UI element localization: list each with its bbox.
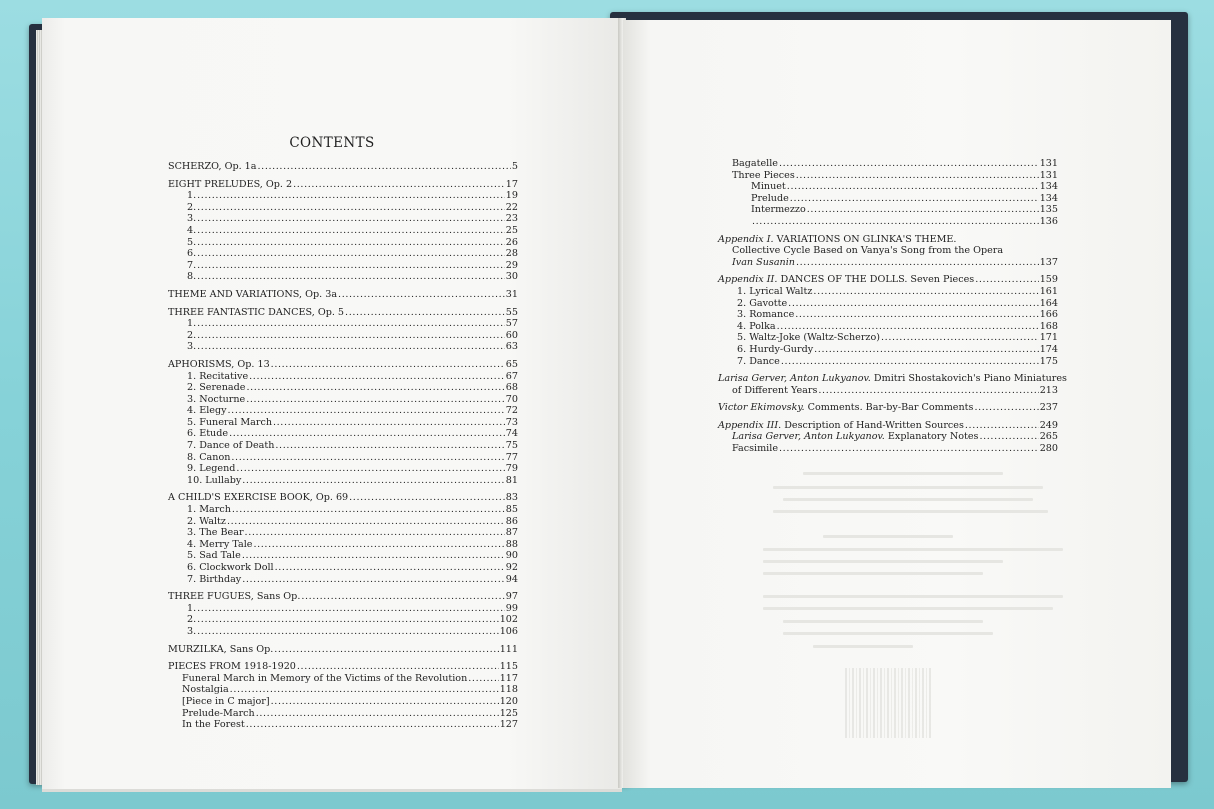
toc-entry bbox=[168, 708, 518, 720]
toc-entry-label: Collective Cycle Based on Vanya's Song from the Opera bbox=[732, 245, 1004, 257]
dot-leader bbox=[781, 356, 1039, 368]
toc-entry bbox=[168, 475, 518, 487]
dot-leader bbox=[197, 603, 505, 615]
dot-leader bbox=[301, 591, 504, 603]
dot-leader bbox=[242, 574, 505, 586]
toc-page-number: 120 bbox=[499, 695, 518, 707]
toc-page-number: 81 bbox=[505, 474, 518, 486]
toc-entry-label: 3. Nocturne bbox=[187, 393, 246, 405]
toc-entry bbox=[168, 574, 518, 586]
toc-entry-label: 9. Legend bbox=[187, 463, 236, 475]
toc-entry-label: Minuet bbox=[751, 181, 786, 193]
toc-page-number: 29 bbox=[505, 259, 518, 271]
dot-leader bbox=[228, 405, 505, 417]
toc-page-number: 106 bbox=[499, 625, 518, 637]
toc-entry-label: 2. Gavotte bbox=[737, 297, 788, 309]
toc-entry bbox=[718, 344, 1058, 356]
toc-entry bbox=[168, 359, 518, 371]
toc-entry-label: 6. bbox=[187, 248, 197, 260]
toc-entry bbox=[168, 527, 518, 539]
toc-entry bbox=[718, 204, 1058, 216]
toc-entry bbox=[168, 440, 518, 452]
toc-page-number: 5 bbox=[511, 161, 518, 172]
toc-entry bbox=[168, 504, 518, 516]
toc-entry-label: THREE FUGUES, Sans Op. bbox=[168, 591, 301, 603]
dot-leader bbox=[965, 420, 1039, 432]
dot-leader bbox=[796, 257, 1039, 269]
toc-entry-label: 6. Hurdy-Gurdy bbox=[737, 343, 814, 355]
toc-entry bbox=[168, 562, 518, 574]
toc-entry-label bbox=[718, 274, 974, 286]
toc-page-number: 72 bbox=[505, 405, 518, 417]
toc-entry bbox=[168, 248, 518, 260]
toc-entry-label: SCHERZO, Op. 1a bbox=[168, 161, 257, 172]
toc-entry bbox=[168, 591, 518, 603]
toc-entry-text: Explanatory Notes bbox=[887, 431, 979, 443]
toc-page-number: 31 bbox=[505, 288, 518, 300]
toc-entry-label: 1. bbox=[187, 602, 197, 614]
toc-entry-label: Nostalgia bbox=[182, 684, 229, 696]
toc-entry-label: MURZILKA, Sans Op. bbox=[168, 643, 274, 655]
toc-page-number: 75 bbox=[505, 440, 518, 452]
toc-left-column bbox=[168, 161, 518, 731]
toc-page-number: 92 bbox=[505, 562, 518, 573]
toc-entry-text: Comments. Bar-by-Bar Comments bbox=[807, 402, 974, 414]
toc-page-number: 19 bbox=[505, 190, 518, 202]
toc-entry-label: THEME AND VARIATIONS, Op. 3a bbox=[168, 288, 338, 300]
toc-entry bbox=[168, 341, 518, 353]
toc-page-number: 213 bbox=[1039, 384, 1058, 396]
toc-entry bbox=[718, 443, 1058, 455]
toc-page-number: 90 bbox=[505, 550, 518, 562]
toc-entry bbox=[718, 193, 1058, 205]
toc-page-number: 55 bbox=[505, 306, 518, 318]
toc-page-number: 164 bbox=[1039, 297, 1058, 309]
dot-leader bbox=[790, 193, 1039, 205]
toc-page-number: 26 bbox=[505, 236, 518, 248]
dot-leader bbox=[230, 684, 499, 696]
toc-entry bbox=[168, 696, 518, 708]
dot-leader bbox=[227, 516, 505, 528]
dot-leader bbox=[245, 527, 505, 539]
toc-entry-label: 5. Waltz-Joke (Waltz-Scherzo) bbox=[737, 332, 881, 344]
toc-entry bbox=[168, 202, 518, 214]
toc-page-number: 28 bbox=[505, 248, 518, 260]
toc-entry bbox=[168, 213, 518, 225]
right-page bbox=[623, 20, 1171, 788]
toc-entry-label: PIECES FROM 1918-1920 bbox=[168, 661, 296, 673]
dot-leader bbox=[246, 394, 505, 406]
dot-leader bbox=[752, 216, 1039, 228]
toc-entry bbox=[718, 332, 1058, 344]
toc-entry-label: 1. bbox=[187, 190, 197, 202]
toc-entry bbox=[718, 402, 1058, 414]
toc-entry bbox=[718, 181, 1058, 193]
toc-entry-label: A CHILD'S EXERCISE BOOK, Op. 69 bbox=[168, 492, 349, 504]
toc-entry-label: [Piece in C major] bbox=[182, 695, 270, 707]
toc-page-number: 25 bbox=[505, 224, 518, 236]
dot-leader bbox=[197, 330, 505, 342]
toc-entry-label: 2. bbox=[187, 201, 197, 213]
toc-entry-italic: Ivan Susanin bbox=[732, 256, 795, 268]
toc-page-number: 85 bbox=[505, 504, 518, 516]
toc-page-number: 111 bbox=[499, 643, 518, 655]
toc-entry-italic: Larisa Gerver, Anton Lukyanov. bbox=[718, 373, 871, 385]
dot-leader bbox=[274, 644, 498, 656]
toc-page-number: 57 bbox=[505, 318, 518, 330]
toc-entry bbox=[718, 170, 1058, 182]
toc-entry-label: 6. Etude bbox=[187, 428, 229, 440]
toc-entry bbox=[168, 661, 518, 673]
toc-entry-label: 10. Lullaby bbox=[187, 474, 242, 486]
toc-page-number: 17 bbox=[505, 178, 518, 190]
toc-page-number: 94 bbox=[505, 573, 518, 585]
dot-leader bbox=[197, 271, 505, 283]
toc-entry bbox=[168, 260, 518, 272]
toc-entry bbox=[718, 298, 1058, 310]
dot-leader bbox=[807, 204, 1039, 216]
dot-leader bbox=[345, 307, 505, 319]
toc-entry bbox=[718, 234, 1058, 246]
toc-entry-label: 4. bbox=[187, 224, 197, 236]
dot-leader bbox=[788, 298, 1039, 310]
toc-entry-label: 7. Dance of Death bbox=[187, 440, 275, 452]
toc-page-number: 30 bbox=[505, 271, 518, 283]
toc-entry bbox=[168, 405, 518, 417]
toc-page-number: 102 bbox=[499, 614, 518, 626]
dot-leader bbox=[273, 417, 505, 429]
dot-leader bbox=[197, 260, 505, 272]
toc-entry-label: 3. bbox=[187, 341, 197, 353]
toc-page-number: 83 bbox=[505, 492, 518, 504]
toc-entry bbox=[718, 431, 1058, 443]
toc-page-number: 131 bbox=[1039, 169, 1058, 181]
toc-page-number: 161 bbox=[1039, 285, 1058, 297]
toc-entry-label: Prelude bbox=[751, 192, 789, 204]
toc-entry-label: 7. bbox=[187, 259, 197, 271]
toc-entry bbox=[718, 158, 1058, 170]
toc-entry bbox=[718, 321, 1058, 333]
toc-entry-label: EIGHT PRELUDES, Op. 2 bbox=[168, 178, 293, 190]
dot-leader bbox=[229, 428, 505, 440]
dot-leader bbox=[256, 708, 499, 720]
toc-entry-label: 1. March bbox=[187, 504, 231, 516]
toc-entry-label: 5. Sad Tale bbox=[187, 550, 241, 562]
toc-page-number: 73 bbox=[505, 416, 518, 428]
toc-page-number: 23 bbox=[505, 213, 518, 225]
dot-leader bbox=[271, 359, 505, 371]
toc-entry-label: 2. Waltz bbox=[187, 515, 226, 527]
dot-leader bbox=[787, 181, 1039, 193]
left-page bbox=[42, 18, 622, 792]
dot-leader bbox=[881, 332, 1039, 344]
toc-entry-italic: Victor Ekimovsky. bbox=[718, 402, 805, 414]
toc-page-number: 159 bbox=[1039, 274, 1058, 286]
toc-page-number: 249 bbox=[1039, 419, 1058, 431]
dot-leader bbox=[338, 289, 505, 301]
toc-page-number: 63 bbox=[505, 341, 518, 353]
toc-entry bbox=[718, 420, 1058, 432]
toc-entry-text: Description of Hand-Written Sources bbox=[784, 419, 964, 431]
toc-entry bbox=[168, 161, 518, 173]
toc-entry-label: 3. Romance bbox=[737, 309, 795, 321]
toc-page-number: 135 bbox=[1039, 204, 1058, 216]
toc-entry bbox=[168, 382, 518, 394]
dot-leader bbox=[197, 202, 505, 214]
toc-page-number: 131 bbox=[1039, 158, 1058, 169]
dot-leader bbox=[975, 274, 1039, 286]
toc-entry bbox=[168, 271, 518, 283]
toc-page-number: 237 bbox=[1039, 402, 1058, 414]
toc-entry-label: 7. Birthday bbox=[187, 573, 242, 585]
toc-entry-label bbox=[718, 420, 964, 432]
toc-entry bbox=[168, 289, 518, 301]
toc-page-number: 171 bbox=[1039, 332, 1058, 344]
toc-entry-label: APHORISMS, Op. 13 bbox=[168, 358, 270, 370]
toc-page-number: 68 bbox=[505, 382, 518, 394]
toc-entry-label: 3. bbox=[187, 625, 197, 637]
show-through-barcode bbox=[845, 668, 933, 738]
toc-page-number: 87 bbox=[505, 527, 518, 539]
toc-page-number: 134 bbox=[1039, 192, 1058, 204]
toc-page-number: 99 bbox=[505, 602, 518, 614]
toc-page-number: 174 bbox=[1039, 343, 1058, 355]
toc-entry-label: 5. bbox=[187, 236, 197, 248]
dot-leader bbox=[796, 170, 1039, 182]
toc-entry bbox=[718, 373, 1067, 385]
toc-entry-label: Intermezzo bbox=[751, 204, 806, 216]
dot-leader bbox=[979, 431, 1038, 443]
dot-leader bbox=[468, 673, 498, 685]
dot-leader bbox=[246, 719, 499, 731]
toc-entry-label: 6. Clockwork Doll bbox=[187, 562, 274, 573]
toc-entry-label: 5. Funeral March bbox=[187, 416, 272, 428]
toc-entry-label: 2. bbox=[187, 614, 197, 626]
dot-leader bbox=[974, 402, 1038, 414]
toc-page-number: 166 bbox=[1039, 309, 1058, 321]
toc-page-number: 67 bbox=[505, 370, 518, 382]
toc-page-number: 65 bbox=[505, 358, 518, 370]
toc-entry bbox=[168, 371, 518, 383]
toc-entry-label bbox=[732, 431, 978, 443]
toc-entry-label: 7. Dance bbox=[737, 355, 780, 367]
dot-leader bbox=[232, 504, 505, 516]
dot-leader bbox=[813, 286, 1038, 298]
dot-leader bbox=[293, 179, 505, 191]
toc-entry-text: DANCES OF THE DOLLS. Seven Pieces bbox=[780, 274, 975, 286]
toc-entry bbox=[168, 237, 518, 249]
toc-entry bbox=[168, 452, 518, 464]
dot-leader bbox=[253, 539, 504, 551]
toc-entry bbox=[168, 225, 518, 237]
dot-leader bbox=[818, 385, 1038, 397]
dot-leader bbox=[197, 318, 505, 330]
toc-entry bbox=[168, 330, 518, 342]
toc-page-number: 86 bbox=[505, 515, 518, 527]
toc-entry bbox=[168, 644, 518, 656]
toc-entry-label bbox=[732, 257, 795, 269]
toc-entry-label: 4. Elegy bbox=[187, 405, 227, 417]
toc-page-number: 88 bbox=[505, 538, 518, 550]
toc-entry bbox=[168, 719, 518, 731]
toc-entry-label bbox=[718, 234, 956, 245]
toc-entry bbox=[168, 394, 518, 406]
dot-leader bbox=[349, 492, 505, 504]
toc-entry-label: 1. bbox=[187, 318, 197, 330]
toc-entry-italic: Larisa Gerver, Anton Lukyanov. bbox=[732, 431, 885, 443]
toc-entry bbox=[168, 516, 518, 528]
toc-entry bbox=[718, 309, 1058, 321]
toc-entry bbox=[168, 318, 518, 330]
toc-page-number: 60 bbox=[505, 329, 518, 341]
toc-entry bbox=[718, 274, 1058, 286]
dot-leader bbox=[197, 237, 505, 249]
toc-page-number: 118 bbox=[499, 684, 518, 696]
toc-entry-label: Bagatelle bbox=[732, 158, 778, 169]
toc-entry bbox=[168, 614, 518, 626]
dot-leader bbox=[795, 309, 1038, 321]
toc-entry-label: Facsimile bbox=[732, 443, 779, 455]
toc-page-number: 280 bbox=[1039, 443, 1058, 455]
toc-entry-text: VARIATIONS ON GLINKA'S THEME. bbox=[776, 233, 957, 245]
toc-page-number: 136 bbox=[1039, 215, 1058, 227]
toc-entry-label: 3. bbox=[187, 213, 197, 225]
dot-leader bbox=[246, 382, 504, 394]
dot-leader bbox=[275, 562, 505, 574]
toc-entry-text: Dmitri Shostakovich's Piano Miniatures bbox=[873, 373, 1067, 385]
toc-page-number: 97 bbox=[505, 591, 518, 603]
toc-entry-label bbox=[718, 373, 1067, 384]
toc-entry bbox=[718, 257, 1058, 269]
toc-entry-label: Prelude-March bbox=[182, 707, 255, 719]
toc-entry-label: of Different Years bbox=[732, 384, 818, 396]
toc-entry bbox=[168, 684, 518, 696]
toc-page-number: 74 bbox=[505, 428, 518, 440]
dot-leader bbox=[197, 190, 505, 202]
dot-leader bbox=[242, 550, 505, 562]
toc-entry bbox=[168, 417, 518, 429]
toc-page-number: 70 bbox=[505, 393, 518, 405]
toc-entry-italic: Appendix III. bbox=[718, 419, 782, 431]
toc-page-number: 125 bbox=[499, 707, 518, 719]
toc-page-number: 115 bbox=[499, 661, 518, 673]
dot-leader bbox=[249, 371, 505, 383]
toc-entry bbox=[168, 492, 518, 504]
dot-leader bbox=[297, 661, 499, 673]
toc-entry bbox=[718, 216, 1058, 228]
dot-leader bbox=[814, 344, 1039, 356]
toc-entry-label: 1. Lyrical Waltz bbox=[737, 285, 813, 297]
toc-entry-label: 8. Canon bbox=[187, 451, 231, 463]
toc-entry bbox=[168, 463, 518, 475]
toc-entry-label: 8. bbox=[187, 271, 197, 283]
toc-page-number: 265 bbox=[1039, 431, 1058, 443]
toc-page-number: 168 bbox=[1039, 320, 1058, 332]
toc-entry bbox=[718, 286, 1058, 298]
dot-leader bbox=[197, 626, 499, 638]
toc-page-number: 79 bbox=[505, 463, 518, 475]
dot-leader bbox=[197, 225, 505, 237]
toc-entry bbox=[168, 307, 518, 319]
dot-leader bbox=[258, 161, 511, 173]
contents-title: CONTENTS bbox=[289, 135, 375, 151]
toc-entry-label bbox=[718, 402, 973, 414]
toc-entry bbox=[718, 245, 1058, 257]
toc-entry-label: 2. bbox=[187, 329, 197, 341]
toc-entry-label: Funeral March in Memory of the Victims of the Revolution bbox=[182, 672, 468, 684]
toc-entry bbox=[168, 539, 518, 551]
toc-entry bbox=[168, 673, 518, 685]
toc-entry bbox=[168, 626, 518, 638]
dot-leader bbox=[197, 213, 505, 225]
toc-entry-label: Three Pieces bbox=[732, 169, 795, 181]
dot-leader bbox=[197, 248, 505, 260]
dot-leader bbox=[777, 321, 1039, 333]
toc-entry bbox=[168, 550, 518, 562]
toc-page-number: 22 bbox=[505, 201, 518, 213]
dot-leader bbox=[236, 463, 504, 475]
toc-page-number: 127 bbox=[499, 719, 518, 731]
toc-entry-label: 4. Merry Tale bbox=[187, 538, 253, 550]
toc-entry bbox=[168, 190, 518, 202]
toc-entry bbox=[168, 428, 518, 440]
toc-entry bbox=[718, 385, 1058, 397]
toc-page-number: 175 bbox=[1039, 355, 1058, 367]
dot-leader bbox=[197, 614, 499, 626]
dot-leader bbox=[779, 443, 1039, 455]
toc-right-column bbox=[718, 158, 1067, 455]
toc-entry-label: 1. Recitative bbox=[187, 370, 249, 382]
toc-page-number: 137 bbox=[1039, 256, 1058, 268]
dot-leader bbox=[231, 452, 504, 464]
dot-leader bbox=[779, 158, 1039, 170]
toc-page-number: 134 bbox=[1039, 181, 1058, 193]
toc-page-number: 77 bbox=[505, 451, 518, 463]
toc-entry-italic: Appendix I. bbox=[718, 233, 774, 245]
toc-entry-label: 3. The Bear bbox=[187, 527, 244, 539]
toc-entry-label: 2. Serenade bbox=[187, 382, 246, 394]
toc-entry bbox=[718, 356, 1058, 368]
toc-entry-label: 4. Polka bbox=[737, 320, 776, 332]
toc-entry-label: In the Forest bbox=[182, 719, 245, 731]
toc-entry bbox=[168, 603, 518, 615]
dot-leader bbox=[197, 341, 505, 353]
toc-entry-label: THREE FANTASTIC DANCES, Op. 5 bbox=[168, 306, 345, 318]
dot-leader bbox=[242, 475, 505, 487]
toc-entry-italic: Appendix II. bbox=[718, 274, 778, 286]
toc-page-number: 117 bbox=[499, 672, 518, 684]
toc-entry bbox=[168, 179, 518, 191]
dot-leader bbox=[271, 696, 499, 708]
dot-leader bbox=[275, 440, 504, 452]
